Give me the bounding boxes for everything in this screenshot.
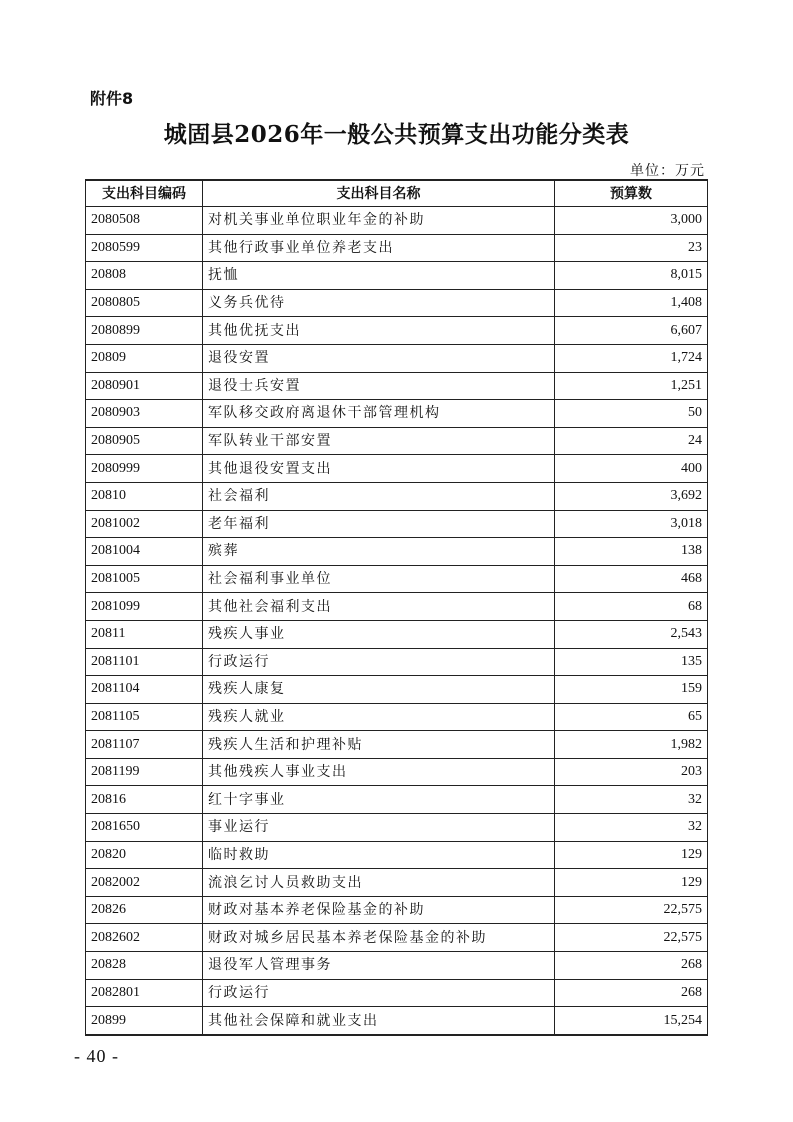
cell-code: 20810 xyxy=(86,482,203,510)
table-row xyxy=(86,344,708,372)
cell-amount: 68 xyxy=(555,593,708,621)
cell-amount: 129 xyxy=(555,869,708,897)
header-code: 支出科目编码 xyxy=(86,180,203,207)
table-row xyxy=(86,676,708,704)
table-row xyxy=(86,979,708,1007)
cell-name: 退役安置 xyxy=(203,344,555,372)
header-amount: 预算数 xyxy=(555,180,708,207)
table-row xyxy=(86,400,708,428)
table-row xyxy=(86,758,708,786)
cell-code: 2081199 xyxy=(86,758,203,786)
table-row xyxy=(86,814,708,842)
cell-code: 2080901 xyxy=(86,372,203,400)
cell-code: 20828 xyxy=(86,952,203,980)
cell-code: 20811 xyxy=(86,620,203,648)
table-row xyxy=(86,1007,708,1035)
cell-name: 残疾人就业 xyxy=(203,703,555,731)
table-row xyxy=(86,924,708,952)
cell-amount: 50 xyxy=(555,400,708,428)
cell-amount: 3,692 xyxy=(555,482,708,510)
table-row xyxy=(86,427,708,455)
page-title: 城固县2026年一般公共预算支出功能分类表 xyxy=(163,121,630,148)
table-row xyxy=(86,869,708,897)
cell-code: 2081107 xyxy=(86,731,203,759)
cell-name: 财政对基本养老保险基金的补助 xyxy=(203,896,555,924)
budget-table xyxy=(85,179,708,1036)
cell-name: 事业运行 xyxy=(203,814,555,842)
cell-name: 其他社会保障和就业支出 xyxy=(203,1007,555,1035)
page-number: - 40 - xyxy=(74,1046,119,1066)
cell-name: 财政对城乡居民基本养老保险基金的补助 xyxy=(203,924,555,952)
cell-code: 2081002 xyxy=(86,510,203,538)
cell-code: 2081005 xyxy=(86,565,203,593)
table-row xyxy=(86,289,708,317)
table-row xyxy=(86,593,708,621)
cell-code: 2081105 xyxy=(86,703,203,731)
cell-name: 残疾人事业 xyxy=(203,620,555,648)
cell-name: 抚恤 xyxy=(203,262,555,290)
cell-name: 退役军人管理事务 xyxy=(203,952,555,980)
cell-name: 行政运行 xyxy=(203,648,555,676)
cell-code: 2082801 xyxy=(86,979,203,1007)
cell-name: 军队转业干部安置 xyxy=(203,427,555,455)
cell-code: 2080999 xyxy=(86,455,203,483)
cell-amount: 15,254 xyxy=(555,1007,708,1035)
cell-amount: 3,018 xyxy=(555,510,708,538)
unit-label: 单位：万元 xyxy=(630,163,705,179)
table-header-row xyxy=(86,180,708,207)
cell-name: 殡葬 xyxy=(203,538,555,566)
cell-name: 流浪乞讨人员救助支出 xyxy=(203,869,555,897)
table-row xyxy=(86,482,708,510)
cell-amount: 268 xyxy=(555,952,708,980)
cell-amount: 22,575 xyxy=(555,896,708,924)
cell-name: 军队移交政府离退休干部管理机构 xyxy=(203,400,555,428)
cell-amount: 1,251 xyxy=(555,372,708,400)
cell-amount: 32 xyxy=(555,814,708,842)
cell-amount: 1,982 xyxy=(555,731,708,759)
cell-name: 其他残疾人事业支出 xyxy=(203,758,555,786)
cell-name: 其他优抚支出 xyxy=(203,317,555,345)
cell-code: 20899 xyxy=(86,1007,203,1035)
table-body xyxy=(86,207,708,1035)
cell-code: 2081004 xyxy=(86,538,203,566)
table-row xyxy=(86,538,708,566)
cell-amount: 22,575 xyxy=(555,924,708,952)
table-row xyxy=(86,952,708,980)
cell-name: 红十字事业 xyxy=(203,786,555,814)
table-row xyxy=(86,786,708,814)
table-row xyxy=(86,234,708,262)
cell-code: 2081099 xyxy=(86,593,203,621)
cell-code: 20820 xyxy=(86,841,203,869)
cell-code: 2080899 xyxy=(86,317,203,345)
cell-code: 2080508 xyxy=(86,207,203,235)
cell-code: 2081650 xyxy=(86,814,203,842)
cell-amount: 135 xyxy=(555,648,708,676)
table-row xyxy=(86,896,708,924)
table-row xyxy=(86,372,708,400)
cell-name: 对机关事业单位职业年金的补助 xyxy=(203,207,555,235)
cell-amount: 400 xyxy=(555,455,708,483)
cell-name: 其他行政事业单位养老支出 xyxy=(203,234,555,262)
cell-amount: 129 xyxy=(555,841,708,869)
cell-name: 其他退役安置支出 xyxy=(203,455,555,483)
table-row xyxy=(86,510,708,538)
cell-amount: 6,607 xyxy=(555,317,708,345)
cell-amount: 65 xyxy=(555,703,708,731)
cell-code: 20808 xyxy=(86,262,203,290)
cell-name: 退役士兵安置 xyxy=(203,372,555,400)
table-row xyxy=(86,207,708,235)
cell-name: 残疾人生活和护理补贴 xyxy=(203,731,555,759)
cell-name: 残疾人康复 xyxy=(203,676,555,704)
cell-code: 20826 xyxy=(86,896,203,924)
cell-amount: 24 xyxy=(555,427,708,455)
table-row xyxy=(86,620,708,648)
cell-amount: 159 xyxy=(555,676,708,704)
cell-code: 2081101 xyxy=(86,648,203,676)
table-row xyxy=(86,565,708,593)
table-row xyxy=(86,262,708,290)
cell-code: 2082002 xyxy=(86,869,203,897)
cell-amount: 8,015 xyxy=(555,262,708,290)
attachment-label: 附件8 xyxy=(90,89,134,108)
cell-amount: 2,543 xyxy=(555,620,708,648)
cell-code: 2080805 xyxy=(86,289,203,317)
cell-name: 社会福利 xyxy=(203,482,555,510)
cell-code: 20809 xyxy=(86,344,203,372)
cell-code: 2080905 xyxy=(86,427,203,455)
cell-amount: 138 xyxy=(555,538,708,566)
cell-amount: 1,724 xyxy=(555,344,708,372)
table-row xyxy=(86,455,708,483)
table-row xyxy=(86,648,708,676)
table-row xyxy=(86,841,708,869)
cell-amount: 3,000 xyxy=(555,207,708,235)
table-row xyxy=(86,317,708,345)
cell-code: 2081104 xyxy=(86,676,203,704)
cell-code: 20816 xyxy=(86,786,203,814)
cell-amount: 1,408 xyxy=(555,289,708,317)
cell-name: 义务兵优待 xyxy=(203,289,555,317)
cell-amount: 468 xyxy=(555,565,708,593)
cell-amount: 23 xyxy=(555,234,708,262)
cell-amount: 268 xyxy=(555,979,708,1007)
cell-code: 2080599 xyxy=(86,234,203,262)
cell-amount: 32 xyxy=(555,786,708,814)
cell-code: 2082602 xyxy=(86,924,203,952)
cell-name: 临时救助 xyxy=(203,841,555,869)
cell-name: 行政运行 xyxy=(203,979,555,1007)
table-row xyxy=(86,703,708,731)
cell-name: 其他社会福利支出 xyxy=(203,593,555,621)
table-row xyxy=(86,731,708,759)
cell-code: 2080903 xyxy=(86,400,203,428)
cell-amount: 203 xyxy=(555,758,708,786)
header-name: 支出科目名称 xyxy=(203,180,555,207)
cell-name: 老年福利 xyxy=(203,510,555,538)
cell-name: 社会福利事业单位 xyxy=(203,565,555,593)
